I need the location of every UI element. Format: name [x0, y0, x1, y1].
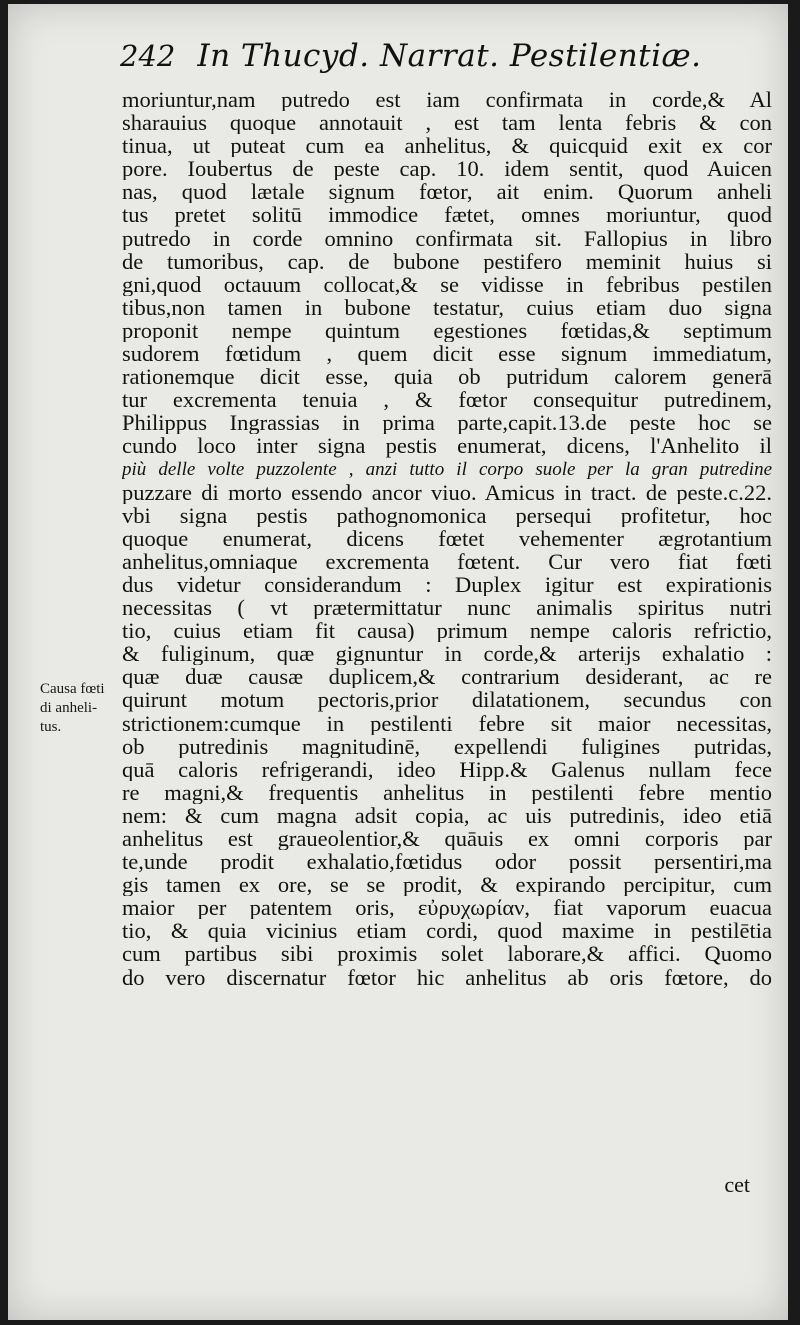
text-line: do vero discernatur fœtor hic anhelitus ab oris fœtore, do	[122, 965, 772, 989]
body-text	[122, 88, 772, 989]
text-line: de tumoribus, cap. de bubone pestifero meminit huius si	[122, 249, 772, 273]
text-line: rationemque dicit esse, quia ob putridum calorem generā	[122, 365, 772, 389]
text-line: tibus,non tamen in bubone testatur, cuius etiam duo signa	[122, 295, 772, 319]
text-line: anhelitus,omniaque excrementa fœtent. Cur vero fiat fœti	[122, 549, 772, 573]
text-line: moriuntur,nam putredo est iam confirmata in corde,& Al	[122, 88, 772, 112]
text-line: cum partibus sibi proximis solet laborare,& affici. Quomo	[122, 942, 772, 966]
text-line: sharauius quoque annotauit , est tam lenta febris & con	[122, 111, 772, 135]
text-line: nas, quod lætale signum fœtor, ait enim. Quorum anheli	[122, 180, 772, 204]
margin-note-line: Causa fœti	[40, 681, 105, 697]
text-line: sudorem fœtidum , quem dicit esse signum immediatum,	[122, 342, 772, 366]
text-line: necessitas ( vt prætermittatur nunc animalis spiritus nutri	[122, 596, 772, 620]
text-line: pore. Ioubertus de peste cap. 10. idem sentit, quod Auicen	[122, 157, 772, 181]
text-line: tio, cuius etiam fit causa) primum nempe caloris refrictio,	[122, 619, 772, 643]
text-line: più delle volte puzzolente , anzi tutto il corpo suole per la gran putredine	[122, 458, 772, 480]
catchword: cet	[724, 1172, 750, 1197]
book-page	[8, 4, 788, 1320]
text-line: strictionem:cumque in pestilenti febre sit maior necessitas,	[122, 711, 772, 735]
text-line: quirunt motum pectoris,prior dilatationem, secundus con	[122, 688, 772, 712]
text-line: proponit nempe quintum egestiones fœtidas,& septimum	[122, 318, 772, 343]
text-line: quoque enumerat, dicens fœtet vehementer ægrotantium	[122, 526, 772, 550]
margin-note	[40, 680, 120, 737]
text-line: tur excrementa tenuia , & fœtor consequitur putredinem,	[122, 388, 772, 412]
text-line: anhelitus est graueolentior,& quāuis ex omni corporis par	[122, 827, 772, 851]
text-line: puzzare di morto essendo ancor viuo. Amicus in tract. de peste.c.22.	[122, 480, 772, 504]
text-line: & fuliginum, quæ gignuntur in corde,& arterijs exhalatio :	[122, 642, 772, 666]
text-line: ob putredinis magnitudinē, expellendi fuligines putridas,	[122, 734, 772, 758]
text-line: maior per patentem oris, εὐρυχωρίαν, fiat vaporum euacua	[122, 896, 772, 920]
page-header	[120, 38, 702, 86]
text-line: tus pretet solitū immodice fætet, omnes moriuntur, quod	[122, 203, 772, 227]
text-line: gis tamen ex ore, se se prodit, & expirando percipitur, cum	[122, 873, 772, 897]
folio-number: 242	[120, 39, 176, 73]
text-line: nem: & cum magna adsit copia, ac uis putredinis, ideo etiā	[122, 803, 772, 827]
text-line: te,unde prodit exhalatio,fœtidus odor possit persentiri,ma	[122, 850, 772, 874]
text-line: tio, & quia vicinius etiam cordi, quod maxime in pestilētia	[122, 919, 772, 943]
text-line: re magni,& frequentis anhelitus in pestilenti febre mentio	[122, 780, 772, 804]
text-line: quā caloris refrigerandi, ideo Hipp.& Galenus nullam fece	[122, 757, 772, 781]
margin-note-line: di anheli-	[40, 700, 98, 716]
text-line: cundo loco inter signa pestis enumerat, dicens, l'Anhelito il	[122, 434, 772, 458]
text-line: vbi signa pestis pathognomonica persequi profitetur, hoc	[122, 503, 772, 527]
text-line: tinua, ut puteat cum ea anhelitus, & quicquid exit ex cor	[122, 134, 772, 158]
running-title: In Thucyd. Narrat. Pestilentiæ.	[197, 38, 702, 74]
text-line: putredo in corde omnino confirmata sit. Fallopius in libro	[122, 226, 772, 250]
margin-note-line: tus.	[40, 719, 62, 735]
text-line: Philippus Ingrassias in prima parte,capit.13.de peste hoc se	[122, 411, 772, 435]
text-line: quæ duæ causæ duplicem,& contrarium desiderant, ac re	[122, 665, 772, 689]
text-line: gni,quod octauum collocat,& se vidisse in febribus pestilen	[122, 272, 772, 296]
text-line: dus videtur considerandum : Duplex igitur est expirationis	[122, 572, 772, 597]
